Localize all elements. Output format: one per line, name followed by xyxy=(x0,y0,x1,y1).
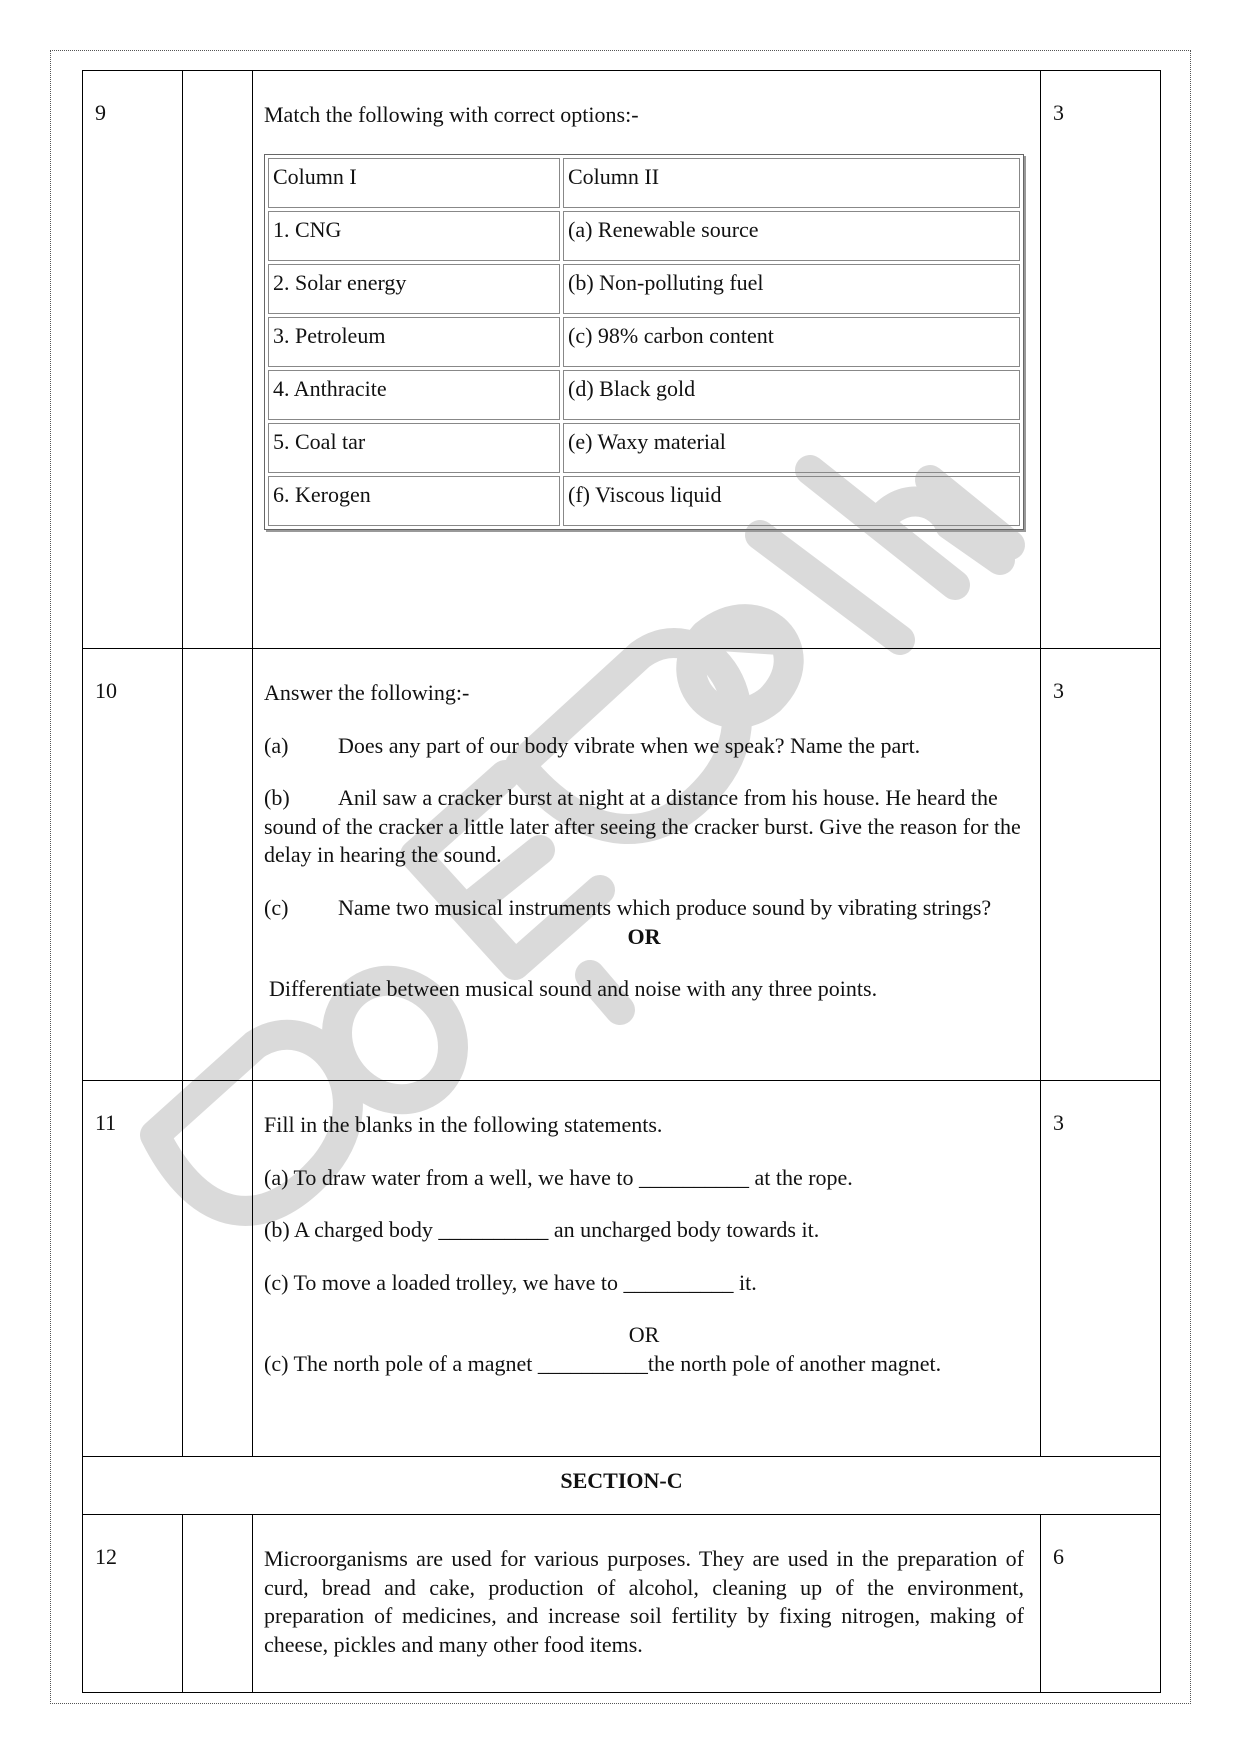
section-row xyxy=(83,1457,1161,1515)
match-cell: 2. Solar energy xyxy=(268,264,560,314)
question-table xyxy=(82,70,1161,1693)
match-cell: 1. CNG xyxy=(268,211,560,261)
fill-blank-b: (b) A charged body __________ an uncharged body towards it. xyxy=(264,1217,820,1243)
question-number: 12 xyxy=(83,1515,183,1693)
sub-text: Name two musical instruments which produce sound by vibrating strings? xyxy=(338,894,992,920)
match-row xyxy=(268,370,1020,420)
section-title: SECTION-C xyxy=(83,1457,1161,1515)
match-cell: (e) Waxy material xyxy=(563,423,1020,473)
question-row-9 xyxy=(83,71,1161,649)
question-row-11 xyxy=(83,1081,1161,1457)
marks: 6 xyxy=(1041,1515,1161,1693)
match-row xyxy=(268,423,1020,473)
match-cell: (f) Viscous liquid xyxy=(563,476,1020,526)
sub-text: Anil saw a cracker burst at night at a distance from his house. He heard the sound of the cracker a little later after seeing the cracker burst. Give the reason for the delay in hearing the sound. xyxy=(264,785,1021,868)
match-cell: 4. Anthracite xyxy=(268,370,560,420)
question-body xyxy=(253,1081,1041,1457)
fill-blank-a: (a) To draw water from a well, we have to __________ at the rope. xyxy=(264,1164,853,1190)
question-number: 11 xyxy=(83,1081,183,1457)
question-prompt: Fill in the blanks in the following statements. xyxy=(264,1112,663,1137)
or-label: OR xyxy=(628,1322,660,1348)
marks: 3 xyxy=(1041,1081,1161,1457)
sub-question xyxy=(264,784,1024,870)
match-cell: 6. Kerogen xyxy=(268,476,560,526)
sub-label: (a) xyxy=(264,732,289,758)
blank-cell xyxy=(183,1081,253,1457)
match-cell: 5. Coal tar xyxy=(268,423,560,473)
match-cell: (a) Renewable source xyxy=(563,211,1020,261)
match-row xyxy=(268,264,1020,314)
sub-text: Does any part of our body vibrate when we speak? Name the part. xyxy=(338,732,921,758)
blank-cell xyxy=(183,1515,253,1693)
sub-question xyxy=(264,894,1024,923)
match-cell: (b) Non-polluting fuel xyxy=(563,264,1020,314)
sub-label: (c) xyxy=(264,894,289,920)
match-table xyxy=(264,154,1024,530)
match-cell: 3. Petroleum xyxy=(268,317,560,367)
question-row-12 xyxy=(83,1515,1161,1693)
match-row xyxy=(268,211,1020,261)
alternate-question: Differentiate between musical sound and noise with any three points. xyxy=(269,976,878,1002)
match-header: Column I xyxy=(268,158,560,208)
match-header: Column II xyxy=(563,158,1020,208)
question-number: 10 xyxy=(83,649,183,1081)
fill-blank-c: (c) To move a loaded trolley, we have to __________ it. xyxy=(264,1269,757,1295)
question-row-10 xyxy=(83,649,1161,1081)
match-row xyxy=(268,476,1020,526)
question-prompt: Match the following with correct options:- xyxy=(264,102,639,127)
fill-blank-c-alt: (c) The north pole of a magnet __________the north pole of another magnet. xyxy=(264,1350,942,1376)
match-cell: (c) 98% carbon content xyxy=(563,317,1020,367)
question-body xyxy=(253,1515,1041,1693)
or-label: OR xyxy=(627,923,661,949)
match-row xyxy=(268,317,1020,367)
marks: 3 xyxy=(1041,649,1161,1081)
sub-label: (b) xyxy=(264,785,290,811)
question-prompt: Answer the following:- xyxy=(264,680,470,705)
question-text: Microorganisms are used for various purposes. They are used in the preparation of curd, bread and cake, production of alcohol, cleaning up of the environment, preparation of medicines, and increase soil fertility by fixing nitrogen, making of cheese, pickles and many other food items. xyxy=(264,1546,1024,1657)
blank-cell xyxy=(183,71,253,649)
marks: 3 xyxy=(1041,71,1161,649)
question-number: 9 xyxy=(83,71,183,649)
sub-question xyxy=(264,732,1024,761)
match-header-row xyxy=(268,158,1020,208)
question-body xyxy=(253,71,1041,649)
question-body xyxy=(253,649,1041,1081)
blank-cell xyxy=(183,649,253,1081)
match-cell: (d) Black gold xyxy=(563,370,1020,420)
